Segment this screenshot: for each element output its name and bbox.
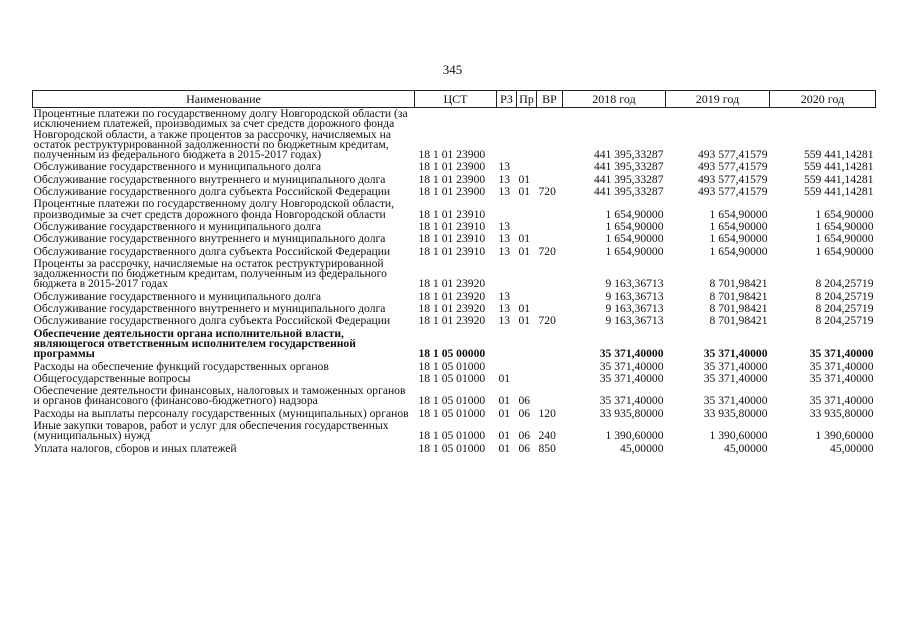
header-vr: ВР xyxy=(537,91,563,108)
row-vr xyxy=(537,108,563,162)
row-2020: 8 204,25719 xyxy=(815,289,874,303)
table-row xyxy=(33,233,876,245)
table-row xyxy=(33,198,876,221)
row-pr: 01 xyxy=(518,185,531,199)
row-vr xyxy=(537,328,563,361)
row-2020: 559 441,14281 xyxy=(803,160,874,174)
row-2018: 9 163,36713 xyxy=(605,277,664,291)
row-name: Проценты за рассрочку, начисляемые на остаток реструктурированной задолженности по бюджетным кредитам, полученным из федерального бюджета в 2015-2017 годах xyxy=(33,256,387,291)
row-name: Общегосударственные вопросы xyxy=(33,371,191,385)
row-pr: 01 xyxy=(518,302,531,316)
row-2020: 8 204,25719 xyxy=(815,314,874,328)
row-name: Обслуживание государственного долга субъекта Российской Федерации xyxy=(33,314,391,328)
row-2018: 9 163,36713 xyxy=(605,302,664,316)
row-name: Расходы на выплаты персоналу государственных (муниципальных) органов xyxy=(33,406,409,420)
row-vr: 720 xyxy=(538,244,556,258)
row-2018: 33 935,80000 xyxy=(599,406,664,420)
row-2019: 493 577,41579 xyxy=(697,172,768,186)
row-csr: 18 1 05 01000 xyxy=(418,359,486,373)
row-csr: 18 1 05 01000 xyxy=(418,394,486,408)
row-2018: 9 163,36713 xyxy=(605,314,664,328)
row-csr: 18 1 05 01000 xyxy=(418,371,486,385)
row-2018: 441 395,33287 xyxy=(593,172,664,186)
page-number: 345 xyxy=(442,62,463,77)
row-csr: 18 1 01 23910 xyxy=(418,219,486,233)
row-rz xyxy=(497,361,517,373)
row-rz: 13 xyxy=(498,219,511,233)
table-row xyxy=(33,258,876,291)
row-vr: 850 xyxy=(538,441,556,455)
header-name: Наименование xyxy=(33,91,415,108)
row-pr xyxy=(517,373,537,385)
row-vr: 720 xyxy=(538,185,556,199)
table-row xyxy=(33,328,876,361)
row-rz: 01 xyxy=(498,394,511,408)
row-2020: 35 371,40000 xyxy=(809,394,874,408)
row-csr: 18 1 01 23910 xyxy=(418,244,486,258)
row-2019: 35 371,40000 xyxy=(703,371,768,385)
row-rz: 13 xyxy=(498,160,511,174)
row-vr xyxy=(537,221,563,233)
row-vr xyxy=(537,361,563,373)
row-rz: 13 xyxy=(498,302,511,316)
row-vr xyxy=(537,385,563,408)
row-vr xyxy=(537,161,563,173)
row-2020: 559 441,14281 xyxy=(803,185,874,199)
row-rz: 01 xyxy=(498,429,511,443)
row-name: Обслуживание государственного и муниципального долга xyxy=(33,160,322,174)
row-2018: 35 371,40000 xyxy=(599,359,664,373)
row-2020: 35 371,40000 xyxy=(809,359,874,373)
row-csr: 18 1 01 23920 xyxy=(418,289,486,303)
header-2019: 2019 год xyxy=(666,91,770,108)
row-pr: 01 xyxy=(518,172,531,186)
row-name: Расходы на обеспечение функций государственных органов xyxy=(33,359,329,373)
row-2018: 1 654,90000 xyxy=(605,219,664,233)
budget-table xyxy=(32,90,876,455)
row-2019: 493 577,41579 xyxy=(697,148,768,162)
row-pr: 01 xyxy=(518,314,531,328)
row-2018: 1 654,90000 xyxy=(605,207,664,221)
row-pr: 06 xyxy=(518,429,531,443)
row-csr: 18 1 05 00000 xyxy=(418,347,486,361)
row-vr xyxy=(537,198,563,221)
row-2019: 35 371,40000 xyxy=(703,359,768,373)
row-2018: 441 395,33287 xyxy=(593,185,664,199)
row-2020: 1 654,90000 xyxy=(815,244,874,258)
row-2020: 8 204,25719 xyxy=(815,302,874,316)
row-csr: 18 1 01 23900 xyxy=(418,160,486,174)
row-2018: 1 654,90000 xyxy=(605,232,664,246)
row-csr: 18 1 05 01000 xyxy=(418,429,486,443)
row-vr xyxy=(537,233,563,245)
row-rz: 13 xyxy=(498,314,511,328)
row-csr: 18 1 01 23910 xyxy=(418,232,486,246)
table-row xyxy=(33,385,876,408)
table-row xyxy=(33,443,876,455)
header-2020: 2020 год xyxy=(770,91,876,108)
row-name: Обслуживание государственного внутреннего и муниципального долга xyxy=(33,232,386,246)
row-vr xyxy=(537,258,563,291)
row-name: Обслуживание государственного и муниципального долга xyxy=(33,289,322,303)
row-rz: 13 xyxy=(498,172,511,186)
row-csr: 18 1 01 23900 xyxy=(418,172,486,186)
row-csr: 18 1 05 01000 xyxy=(418,406,486,420)
row-csr: 18 1 01 23920 xyxy=(418,314,486,328)
table-row xyxy=(33,315,876,327)
row-2019: 8 701,98421 xyxy=(709,302,768,316)
row-vr: 240 xyxy=(538,429,556,443)
row-2020: 8 204,25719 xyxy=(815,277,874,291)
row-csr: 18 1 01 23910 xyxy=(418,207,486,221)
row-2020: 1 654,90000 xyxy=(815,219,874,233)
row-pr: 06 xyxy=(518,394,531,408)
row-rz: 13 xyxy=(498,244,511,258)
row-rz: 13 xyxy=(498,232,511,246)
row-2018: 441 395,33287 xyxy=(593,160,664,174)
table-row xyxy=(33,420,876,443)
row-csr: 18 1 05 01000 xyxy=(418,441,486,455)
row-2020: 45,00000 xyxy=(830,441,874,455)
row-2019: 1 654,90000 xyxy=(709,219,768,233)
header-2018: 2018 год xyxy=(563,91,666,108)
row-2018: 35 371,40000 xyxy=(599,394,664,408)
row-2019: 8 701,98421 xyxy=(709,314,768,328)
row-2020: 35 371,40000 xyxy=(809,371,874,385)
row-2019: 45,00000 xyxy=(724,441,768,455)
row-vr: 120 xyxy=(538,406,556,420)
row-2019: 35 371,40000 xyxy=(703,394,768,408)
header-rz: РЗ xyxy=(497,91,517,108)
row-vr xyxy=(537,373,563,385)
row-rz: 13 xyxy=(498,185,511,199)
row-2020: 559 441,14281 xyxy=(803,172,874,186)
row-name: Обеспечение деятельности финансовых, налоговых и таможенных органов и органов финансового (финансово-бюджетного) надзора xyxy=(33,384,406,408)
row-rz: 01 xyxy=(498,406,511,420)
row-pr: 01 xyxy=(518,232,531,246)
row-2019: 1 654,90000 xyxy=(709,232,768,246)
row-2019: 493 577,41579 xyxy=(697,185,768,199)
table-row xyxy=(33,108,876,162)
row-name: Иные закупки товаров, работ и услуг для обеспечения государственных (муниципальных) нужд xyxy=(33,419,389,443)
row-name: Обслуживание государственного долга субъекта Российской Федерации xyxy=(33,185,391,199)
row-name: Обеспечение деятельности органа исполнительной власти, являющегося ответственным исполнителем государственной программы xyxy=(33,326,356,361)
row-2019: 1 654,90000 xyxy=(709,207,768,221)
row-2020: 1 390,60000 xyxy=(815,429,874,443)
table-header-row xyxy=(33,91,876,108)
row-vr: 720 xyxy=(538,314,556,328)
row-2018: 1 654,90000 xyxy=(605,244,664,258)
row-2019: 35 371,40000 xyxy=(703,347,768,361)
row-csr: 18 1 01 23900 xyxy=(418,148,486,162)
row-pr xyxy=(517,198,537,221)
row-2018: 9 163,36713 xyxy=(605,289,664,303)
row-rz: 01 xyxy=(498,371,511,385)
row-name: Уплата налогов, сборов и иных платежей xyxy=(33,441,237,455)
row-pr xyxy=(517,258,537,291)
row-2019: 8 701,98421 xyxy=(709,289,768,303)
row-rz xyxy=(497,258,517,291)
row-2020: 1 654,90000 xyxy=(815,207,874,221)
row-pr xyxy=(517,328,537,361)
row-csr: 18 1 01 23920 xyxy=(418,277,486,291)
row-csr: 18 1 01 23920 xyxy=(418,302,486,316)
row-name: Обслуживание государственного и муниципального долга xyxy=(33,219,322,233)
row-name: Обслуживание государственного долга субъекта Российской Федерации xyxy=(33,244,391,258)
row-pr xyxy=(517,161,537,173)
header-csr: ЦСТ xyxy=(415,91,497,108)
row-name: Обслуживание государственного внутреннего и муниципального долга xyxy=(33,172,386,186)
row-2018: 441 395,33287 xyxy=(593,148,664,162)
table-row xyxy=(33,246,876,258)
row-pr: 01 xyxy=(518,244,531,258)
row-csr: 18 1 01 23900 xyxy=(418,185,486,199)
row-pr: 06 xyxy=(518,406,531,420)
row-2019: 1 390,60000 xyxy=(709,429,768,443)
row-2018: 45,00000 xyxy=(620,441,664,455)
row-rz xyxy=(497,108,517,162)
row-2020: 35 371,40000 xyxy=(809,347,874,361)
row-rz xyxy=(497,198,517,221)
row-vr xyxy=(537,291,563,303)
row-2019: 33 935,80000 xyxy=(703,406,768,420)
row-name: Процентные платежи по государственному долгу Новгородской области (за исключением платежей, производимых за счет средств дорожного фонда Новгородской области, а также процентов за рассрочку, начисляемых на остаток реструктурированной задолженности по бюджетным кредитам, полученным из федерального бюджета в 2015-2017 годах) xyxy=(33,107,408,162)
row-name: Обслуживание государственного внутреннего и муниципального долга xyxy=(33,302,386,316)
row-2020: 1 654,90000 xyxy=(815,232,874,246)
row-name: Процентные платежи по государственному долгу Новгородской области, производимые за счет средств дорожного фонда Новгородской области xyxy=(33,197,395,221)
row-2019: 1 654,90000 xyxy=(709,244,768,258)
row-2018: 35 371,40000 xyxy=(599,371,664,385)
table-body xyxy=(33,108,876,455)
table-row xyxy=(33,361,876,373)
row-rz: 01 xyxy=(498,441,511,455)
row-pr xyxy=(517,361,537,373)
table-row xyxy=(33,161,876,173)
row-pr xyxy=(517,108,537,162)
row-rz xyxy=(497,328,517,361)
row-2019: 493 577,41579 xyxy=(697,160,768,174)
row-pr: 06 xyxy=(518,441,531,455)
row-rz: 13 xyxy=(498,289,511,303)
row-2020: 559 441,14281 xyxy=(803,148,874,162)
header-pr: Пр xyxy=(517,91,537,108)
row-2018: 1 390,60000 xyxy=(605,429,664,443)
row-2020: 33 935,80000 xyxy=(809,406,874,420)
row-2019: 8 701,98421 xyxy=(709,277,768,291)
row-2018: 35 371,40000 xyxy=(599,347,664,361)
